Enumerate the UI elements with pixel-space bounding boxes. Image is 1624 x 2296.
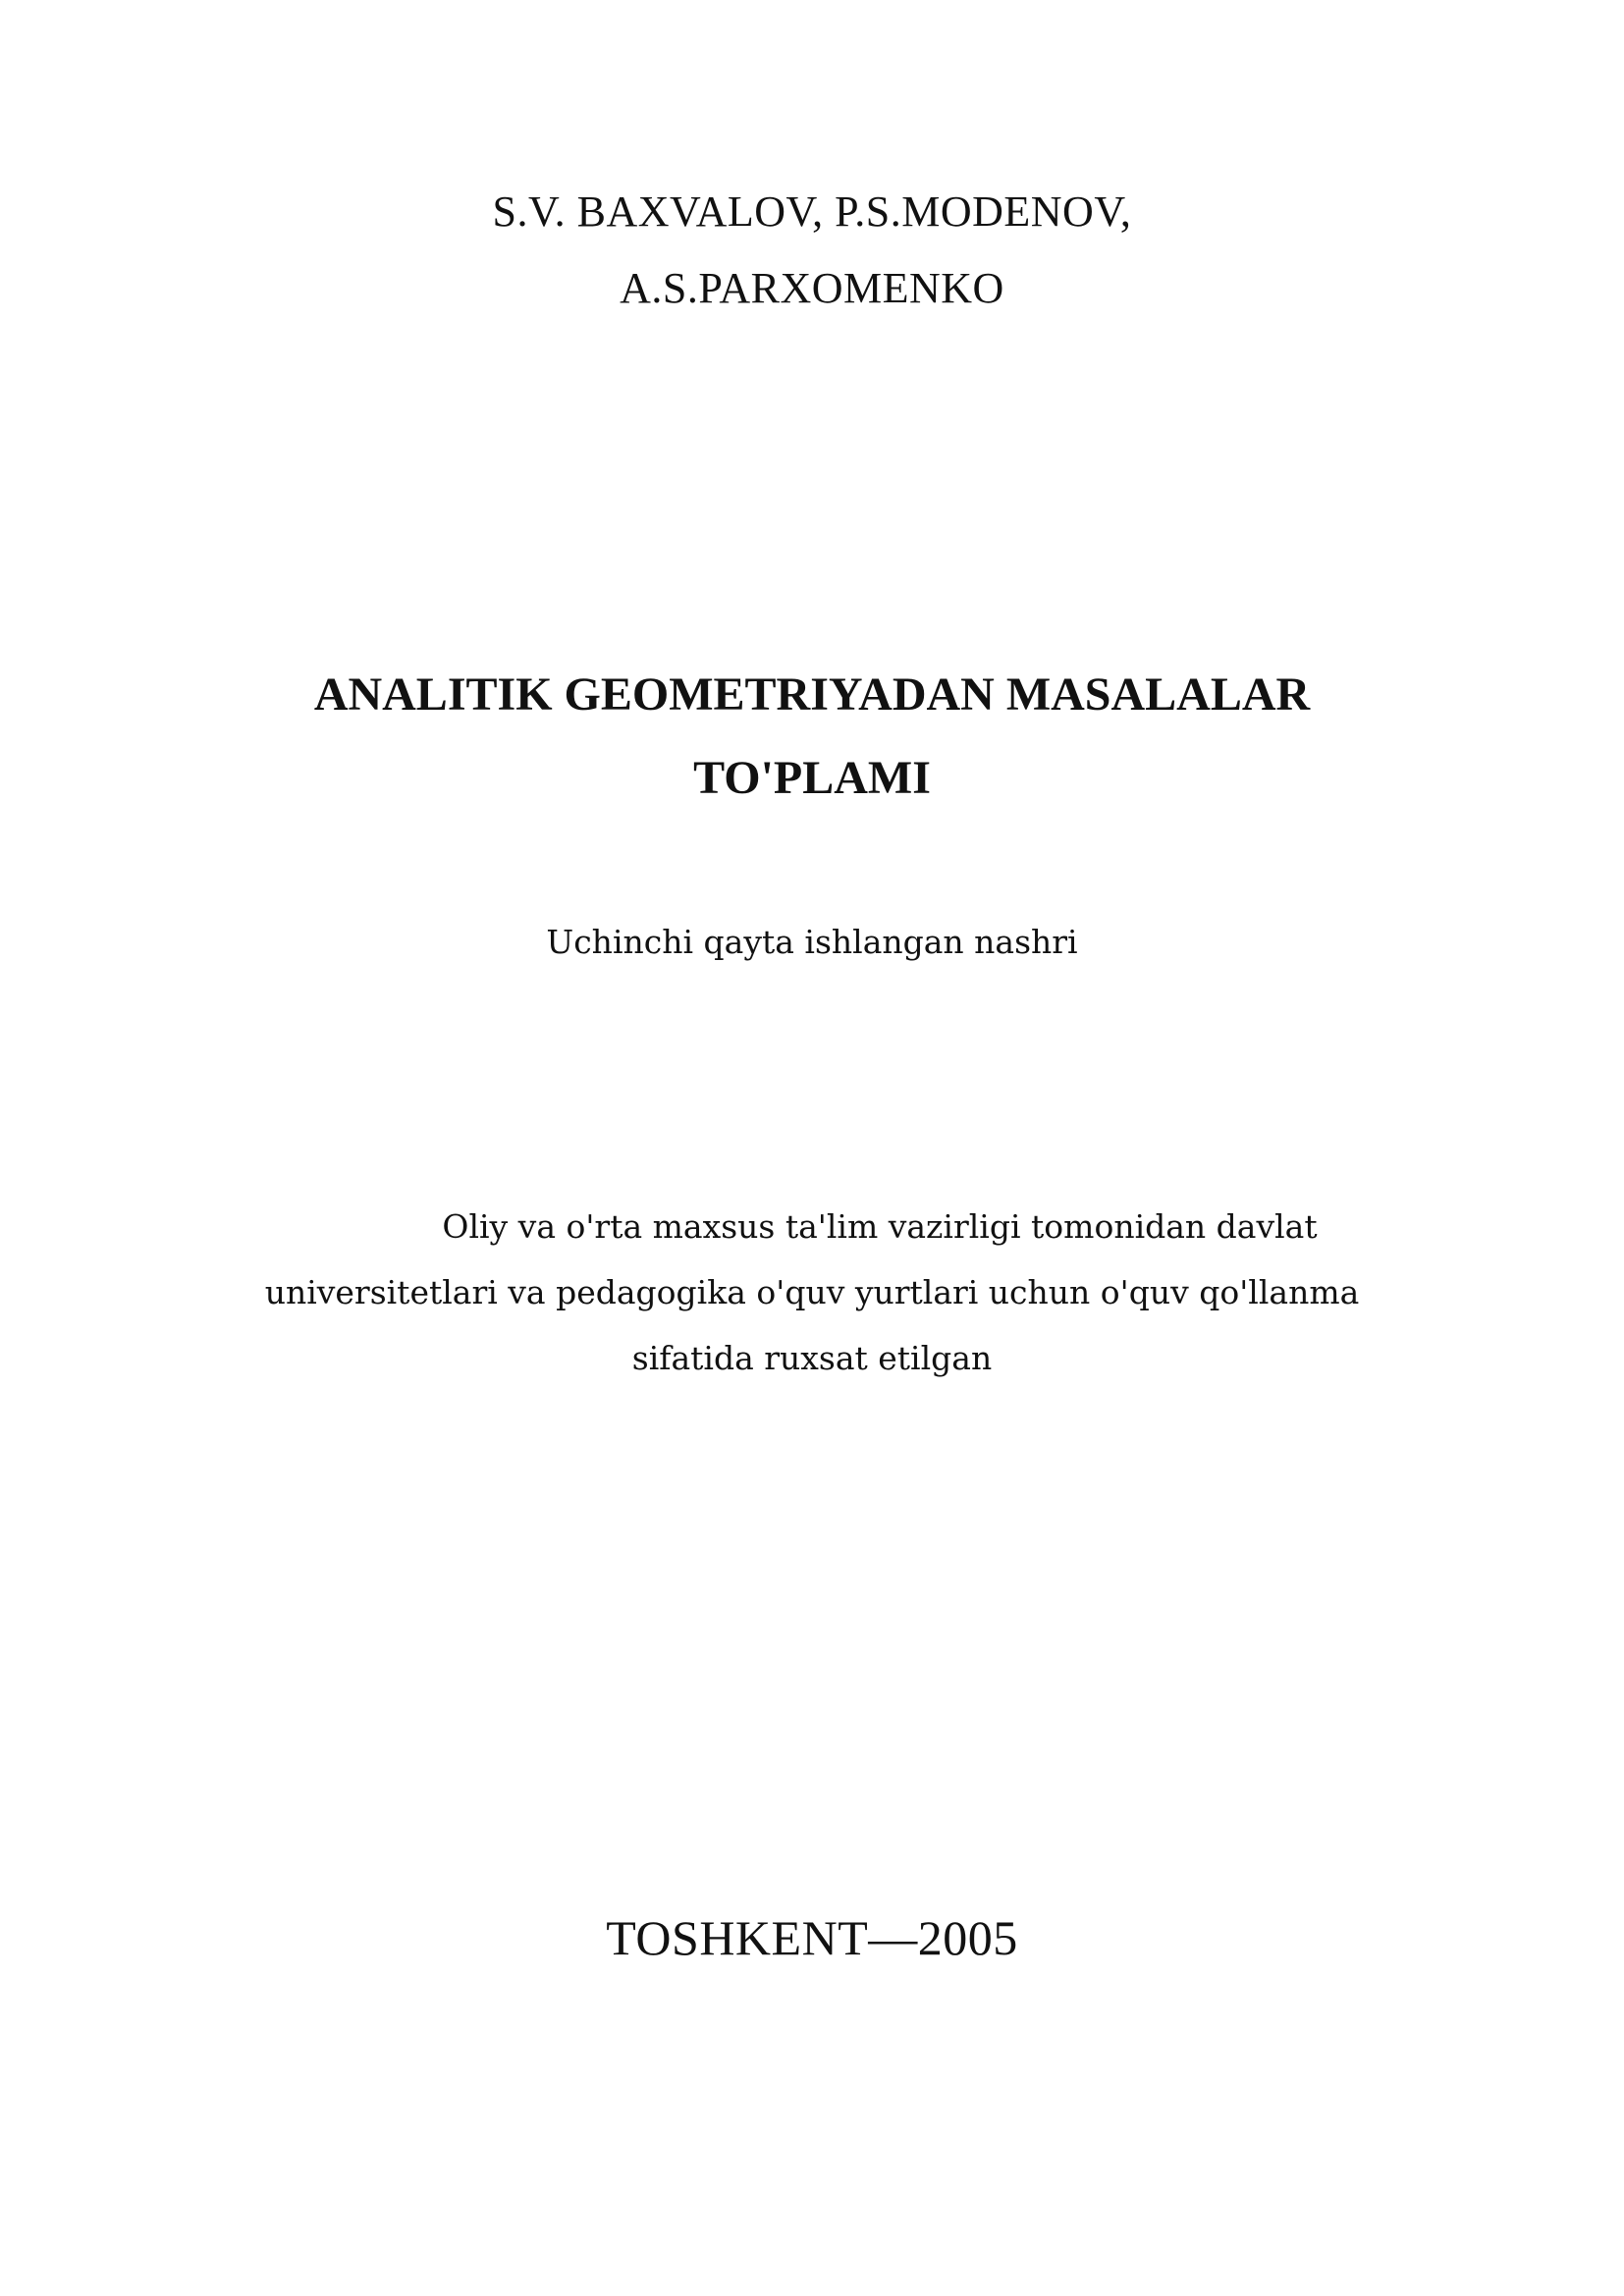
authors-line-1: S.V. BAXVALOV, P.S.MODENOV,: [492, 187, 1132, 236]
approval-line-3: sifatida ruxsat etilgan: [631, 1339, 993, 1377]
book-title-line-1: ANALITIK GEOMETRIYADAN MASALALAR: [313, 668, 1311, 721]
edition-note: Uchinchi qayta ishlangan nashri: [546, 923, 1078, 961]
approval-line-2: universitetlari va pedagogika o'quv yurtlari uchun o'quv qo'llanma: [264, 1273, 1360, 1311]
approval-line-1: Oliy va o'rta maxsus ta'lim vazirligi tomonidan davlat: [442, 1207, 1318, 1246]
imprint-city-year: TOSHKENT—2005: [606, 1910, 1018, 1965]
book-title-line-2: TO'PLAMI: [693, 752, 931, 804]
authors-line-2: A.S.PARXOMENKO: [620, 264, 1004, 312]
